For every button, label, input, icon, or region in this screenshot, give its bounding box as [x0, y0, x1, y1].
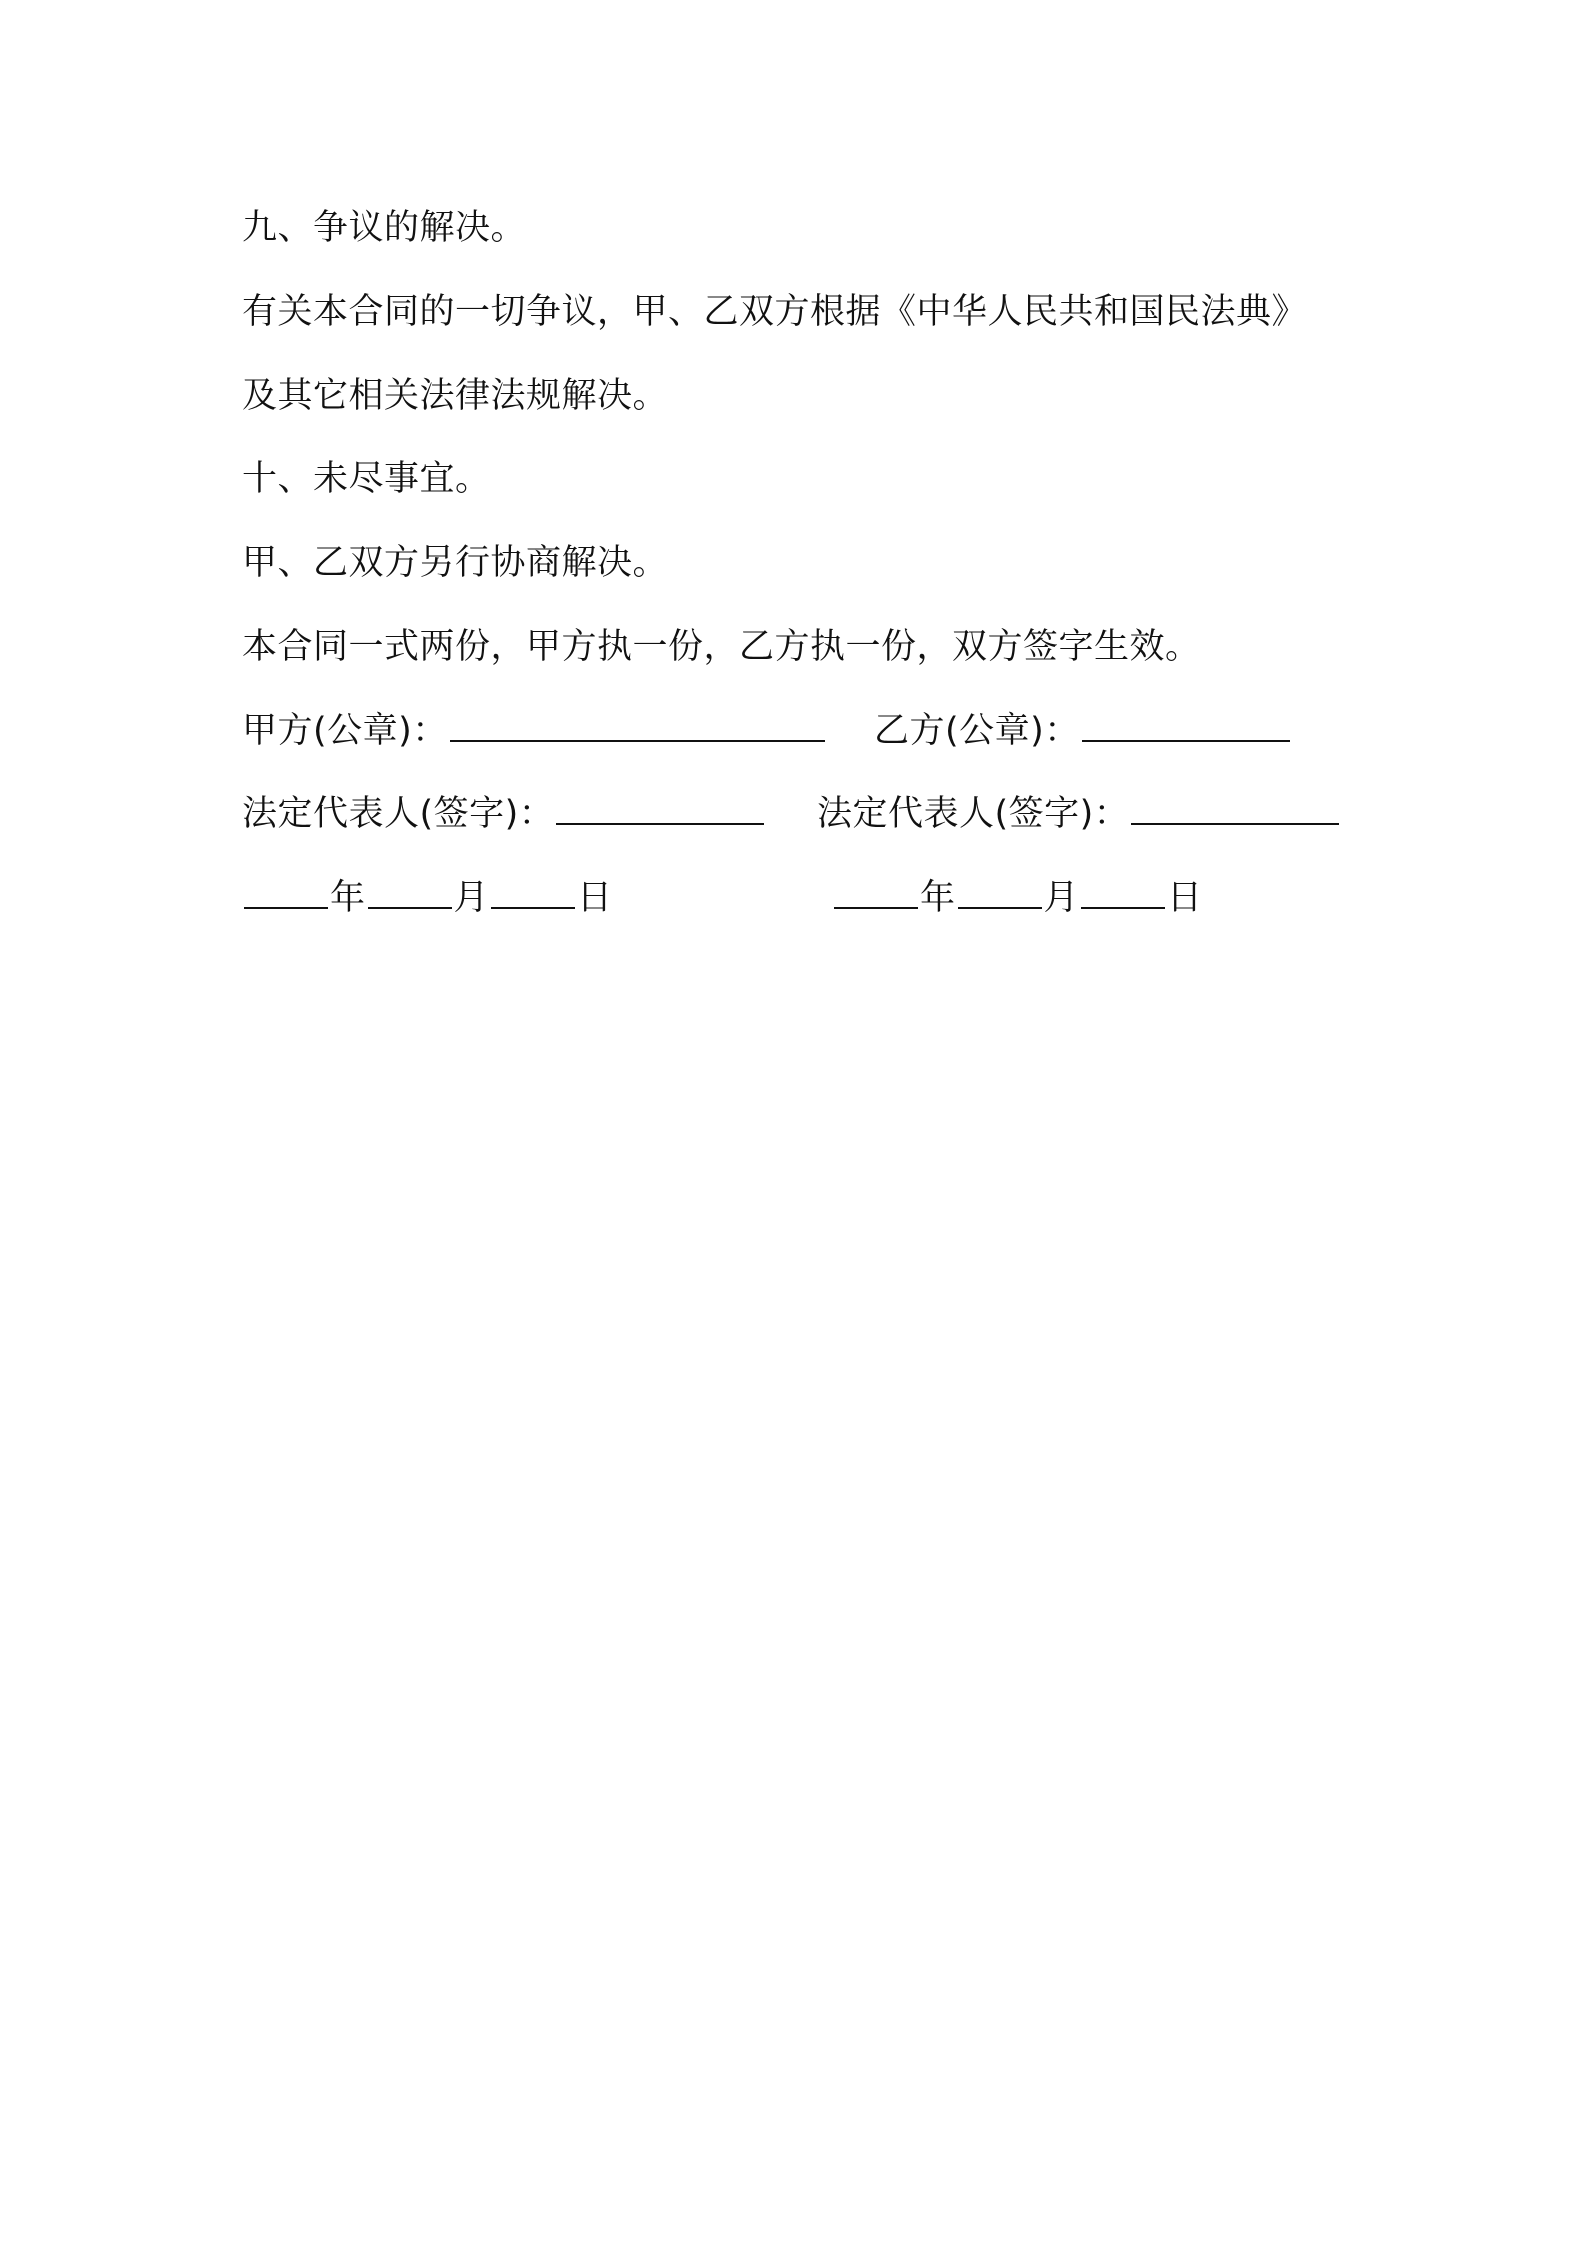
party-b-year-blank[interactable]	[834, 873, 918, 909]
party-b-rep-group	[817, 789, 1341, 838]
other-matters-paragraph: 甲、乙双方另行协商解决。	[242, 543, 669, 583]
dispute-paragraph-line-2: 及其它相关法律法规解决。	[242, 376, 669, 416]
party-b-seal-group	[874, 706, 1292, 755]
party-a-year-label: 年	[330, 878, 366, 918]
party-b-month-blank[interactable]	[958, 873, 1042, 909]
party-a-month-blank[interactable]	[368, 873, 452, 909]
party-a-date-group	[242, 873, 613, 922]
section-heading-dispute: 九、争议的解决。	[242, 208, 527, 248]
party-b-year-label: 年	[920, 878, 956, 918]
party-a-seal-label: 甲方(公章)：	[242, 711, 448, 751]
party-a-year-blank[interactable]	[244, 873, 328, 909]
party-a-seal-group	[242, 706, 827, 755]
party-b-seal-blank[interactable]	[1082, 706, 1290, 742]
party-a-month-label: 月	[453, 878, 490, 918]
party-a-day-blank[interactable]	[491, 873, 575, 909]
party-b-day-label: 日	[1167, 878, 1203, 918]
section-heading-other-matters: 十、未尽事宜。	[242, 459, 491, 499]
copies-statement: 本合同一式两份，甲方执一份，乙方执一份，双方签字生效。	[242, 627, 1201, 667]
party-a-rep-label: 法定代表人(签字)：	[242, 794, 555, 834]
dispute-paragraph-line-1: 有关本合同的一切争议，甲、乙双方根据《中华人民共和国民法典》	[242, 292, 1308, 332]
party-b-month-label: 月	[1043, 878, 1080, 918]
party-b-day-blank[interactable]	[1081, 873, 1165, 909]
party-a-day-label: 日	[577, 878, 613, 918]
party-a-seal-blank[interactable]	[450, 706, 825, 742]
party-a-rep-group	[242, 789, 766, 838]
party-a-rep-blank[interactable]	[556, 789, 764, 825]
party-b-date-group	[832, 873, 1203, 922]
party-b-seal-label: 乙方(公章)：	[874, 711, 1080, 751]
party-b-rep-blank[interactable]	[1131, 789, 1339, 825]
party-b-rep-label: 法定代表人(签字)：	[817, 794, 1130, 834]
